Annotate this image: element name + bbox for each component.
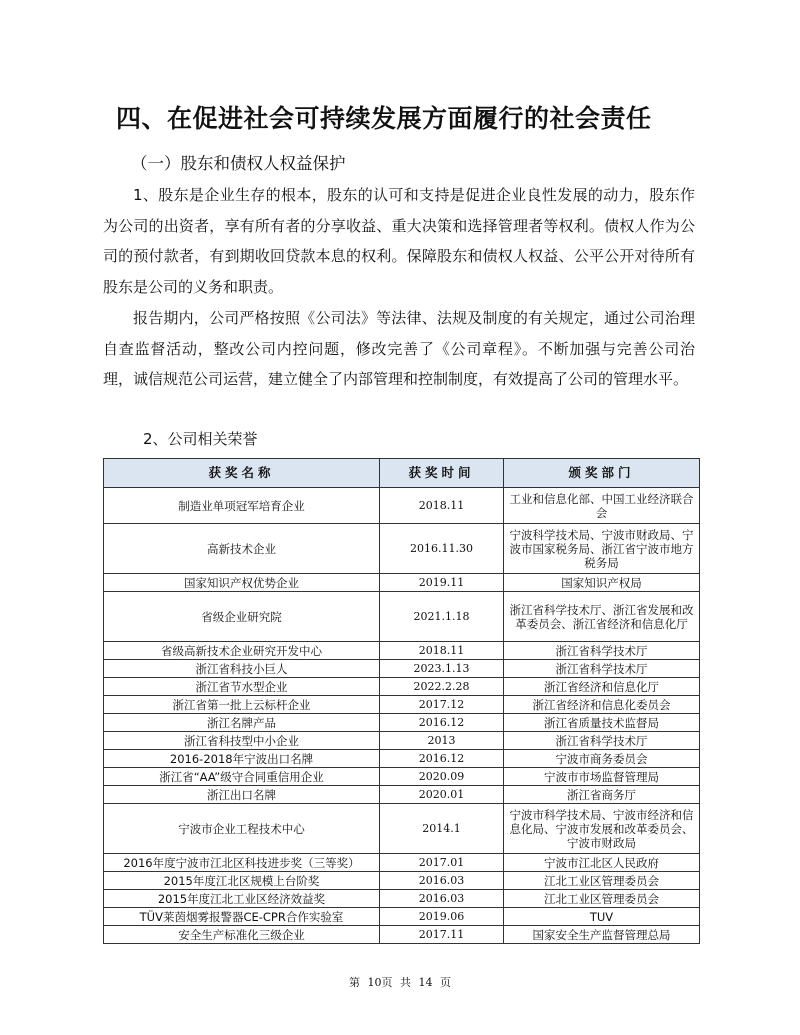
award-name-cell: 2016年度宁波市江北区科技进步奖（三等奖） xyxy=(104,854,380,872)
award-name-cell: 浙江省“AA”级守合同重信用企业 xyxy=(104,768,380,786)
award-name-cell: 2016-2018年宁波出口名牌 xyxy=(104,750,380,768)
table-row xyxy=(104,890,700,908)
award-dept-cell: 浙江省经济和信息化委员会 xyxy=(504,696,700,714)
award-name-cell: 安全生产标准化三级企业 xyxy=(104,926,380,944)
table-row xyxy=(104,660,700,678)
award-dept-cell: 宁波科学技术局、宁波市财政局、宁波市国家税务局、浙江省宁波市地方税务局 xyxy=(504,524,700,574)
table-row xyxy=(104,768,700,786)
award-dept-cell: 浙江省商务厅 xyxy=(504,786,700,804)
award-dept-cell: 国家安全生产监督管理总局 xyxy=(504,926,700,944)
table-row xyxy=(104,714,700,732)
award-dept-cell: 江北工业区管理委员会 xyxy=(504,890,700,908)
award-dept-cell: 宁波市商务委员会 xyxy=(504,750,700,768)
award-date-cell: 2020.01 xyxy=(380,786,504,804)
table-row xyxy=(104,574,700,592)
table-row xyxy=(104,488,700,524)
award-date-cell: 2018.11 xyxy=(380,488,504,524)
award-date-cell: 2016.12 xyxy=(380,750,504,768)
header-award-date: 获奖时间 xyxy=(380,459,504,488)
table-row xyxy=(104,524,700,574)
table-row xyxy=(104,872,700,890)
table-row xyxy=(104,642,700,660)
table-header-row xyxy=(104,459,700,488)
header-award-name: 获奖名称 xyxy=(104,459,380,488)
header-award-dept: 颁奖部门 xyxy=(504,459,700,488)
honors-table xyxy=(103,458,700,944)
paragraph-shareholders: 1、股东是企业生存的根本，股东的认可和支持是促进企业良性发展的动力，股东作为公司的出资者，享有所有者的分享收益、重大决策和选择管理者等权利。债权人作为公司的预付款者，有到期收回贷款本息的权利。保障股东和债权人权益、公平公开对待所有股东是公司的义务和职责。 xyxy=(103,186,695,296)
page-footer: 第 10页 共 14 页 xyxy=(349,976,451,989)
award-date-cell: 2021.1.18 xyxy=(380,592,504,642)
award-date-cell: 2016.12 xyxy=(380,714,504,732)
honors-heading: 2、公司相关荣誉 xyxy=(143,430,258,448)
award-dept-cell: 浙江省科学技术厅 xyxy=(504,660,700,678)
subsection-title: （一）股东和债权人权益保护 xyxy=(131,154,346,173)
table-row xyxy=(104,678,700,696)
award-name-cell: 省级高新技术企业研究开发中心 xyxy=(104,642,380,660)
award-name-cell: TÜV莱茵烟雾报警器CE-CPR合作实验室 xyxy=(104,908,380,926)
award-dept-cell: 浙江省科学技术厅 xyxy=(504,642,700,660)
award-date-cell: 2017.12 xyxy=(380,696,504,714)
award-date-cell: 2016.11.30 xyxy=(380,524,504,574)
award-date-cell: 2017.01 xyxy=(380,854,504,872)
award-dept-cell: 浙江省质量技术监督局 xyxy=(504,714,700,732)
award-name-cell: 浙江省科技型中小企业 xyxy=(104,732,380,750)
award-dept-cell: 江北工业区管理委员会 xyxy=(504,872,700,890)
award-date-cell: 2019.06 xyxy=(380,908,504,926)
award-dept-cell: 浙江省科学技术厅 xyxy=(504,732,700,750)
table-row xyxy=(104,854,700,872)
table-row xyxy=(104,786,700,804)
award-name-cell: 高新技术企业 xyxy=(104,524,380,574)
award-dept-cell: 工业和信息化部、中国工业经济联合会 xyxy=(504,488,700,524)
award-name-cell: 2015年度江北区规模上台阶奖 xyxy=(104,872,380,890)
award-name-cell: 省级企业研究院 xyxy=(104,592,380,642)
award-date-cell: 2020.09 xyxy=(380,768,504,786)
table-row xyxy=(104,926,700,944)
table-row xyxy=(104,804,700,854)
award-name-cell: 浙江省节水型企业 xyxy=(104,678,380,696)
award-dept-cell: 宁波市市场监督管理局 xyxy=(504,768,700,786)
table-row xyxy=(104,908,700,926)
section-title: 四、在促进社会可持续发展方面履行的社会责任 xyxy=(116,104,652,133)
award-date-cell: 2017.11 xyxy=(380,926,504,944)
table-row xyxy=(104,750,700,768)
table-row xyxy=(104,732,700,750)
award-dept-cell: TUV xyxy=(504,908,700,926)
award-name-cell: 浙江省第一批上云标杆企业 xyxy=(104,696,380,714)
award-date-cell: 2022.2.28 xyxy=(380,678,504,696)
award-dept-cell: 宁波市科学技术局、宁波市经济和信息化局、宁波市发展和改革委员会、宁波市财政局 xyxy=(504,804,700,854)
honors-table-body xyxy=(104,488,700,944)
award-date-cell: 2016.03 xyxy=(380,872,504,890)
award-date-cell: 2016.03 xyxy=(380,890,504,908)
award-name-cell: 宁波市企业工程技术中心 xyxy=(104,804,380,854)
award-dept-cell: 国家知识产权局 xyxy=(504,574,700,592)
award-dept-cell: 浙江省科学技术厅、浙江省发展和改革委员会、浙江省经济和信息化厅 xyxy=(504,592,700,642)
award-date-cell: 2014.1 xyxy=(380,804,504,854)
award-date-cell: 2023.1.13 xyxy=(380,660,504,678)
award-name-cell: 制造业单项冠军培育企业 xyxy=(104,488,380,524)
award-name-cell: 2015年度江北工业区经济效益奖 xyxy=(104,890,380,908)
award-date-cell: 2018.11 xyxy=(380,642,504,660)
award-name-cell: 浙江省科技小巨人 xyxy=(104,660,380,678)
award-name-cell: 国家知识产权优势企业 xyxy=(104,574,380,592)
award-date-cell: 2013 xyxy=(380,732,504,750)
table-row xyxy=(104,696,700,714)
award-name-cell: 浙江出口名牌 xyxy=(104,786,380,804)
award-date-cell: 2019.11 xyxy=(380,574,504,592)
award-dept-cell: 浙江省经济和信息化厅 xyxy=(504,678,700,696)
table-row xyxy=(104,592,700,642)
award-dept-cell: 宁波市江北区人民政府 xyxy=(504,854,700,872)
award-name-cell: 浙江名牌产品 xyxy=(104,714,380,732)
paragraph-governance: 报告期内，公司严格按照《公司法》等法律、法规及制度的有关规定，通过公司治理自查监督活动，整改公司内控问题，修改完善了《公司章程》。不断加强与完善公司治理，诚信规范公司运营，建立健全了内部管理和控制制度，有效提高了公司的管理水平。 xyxy=(103,309,695,388)
